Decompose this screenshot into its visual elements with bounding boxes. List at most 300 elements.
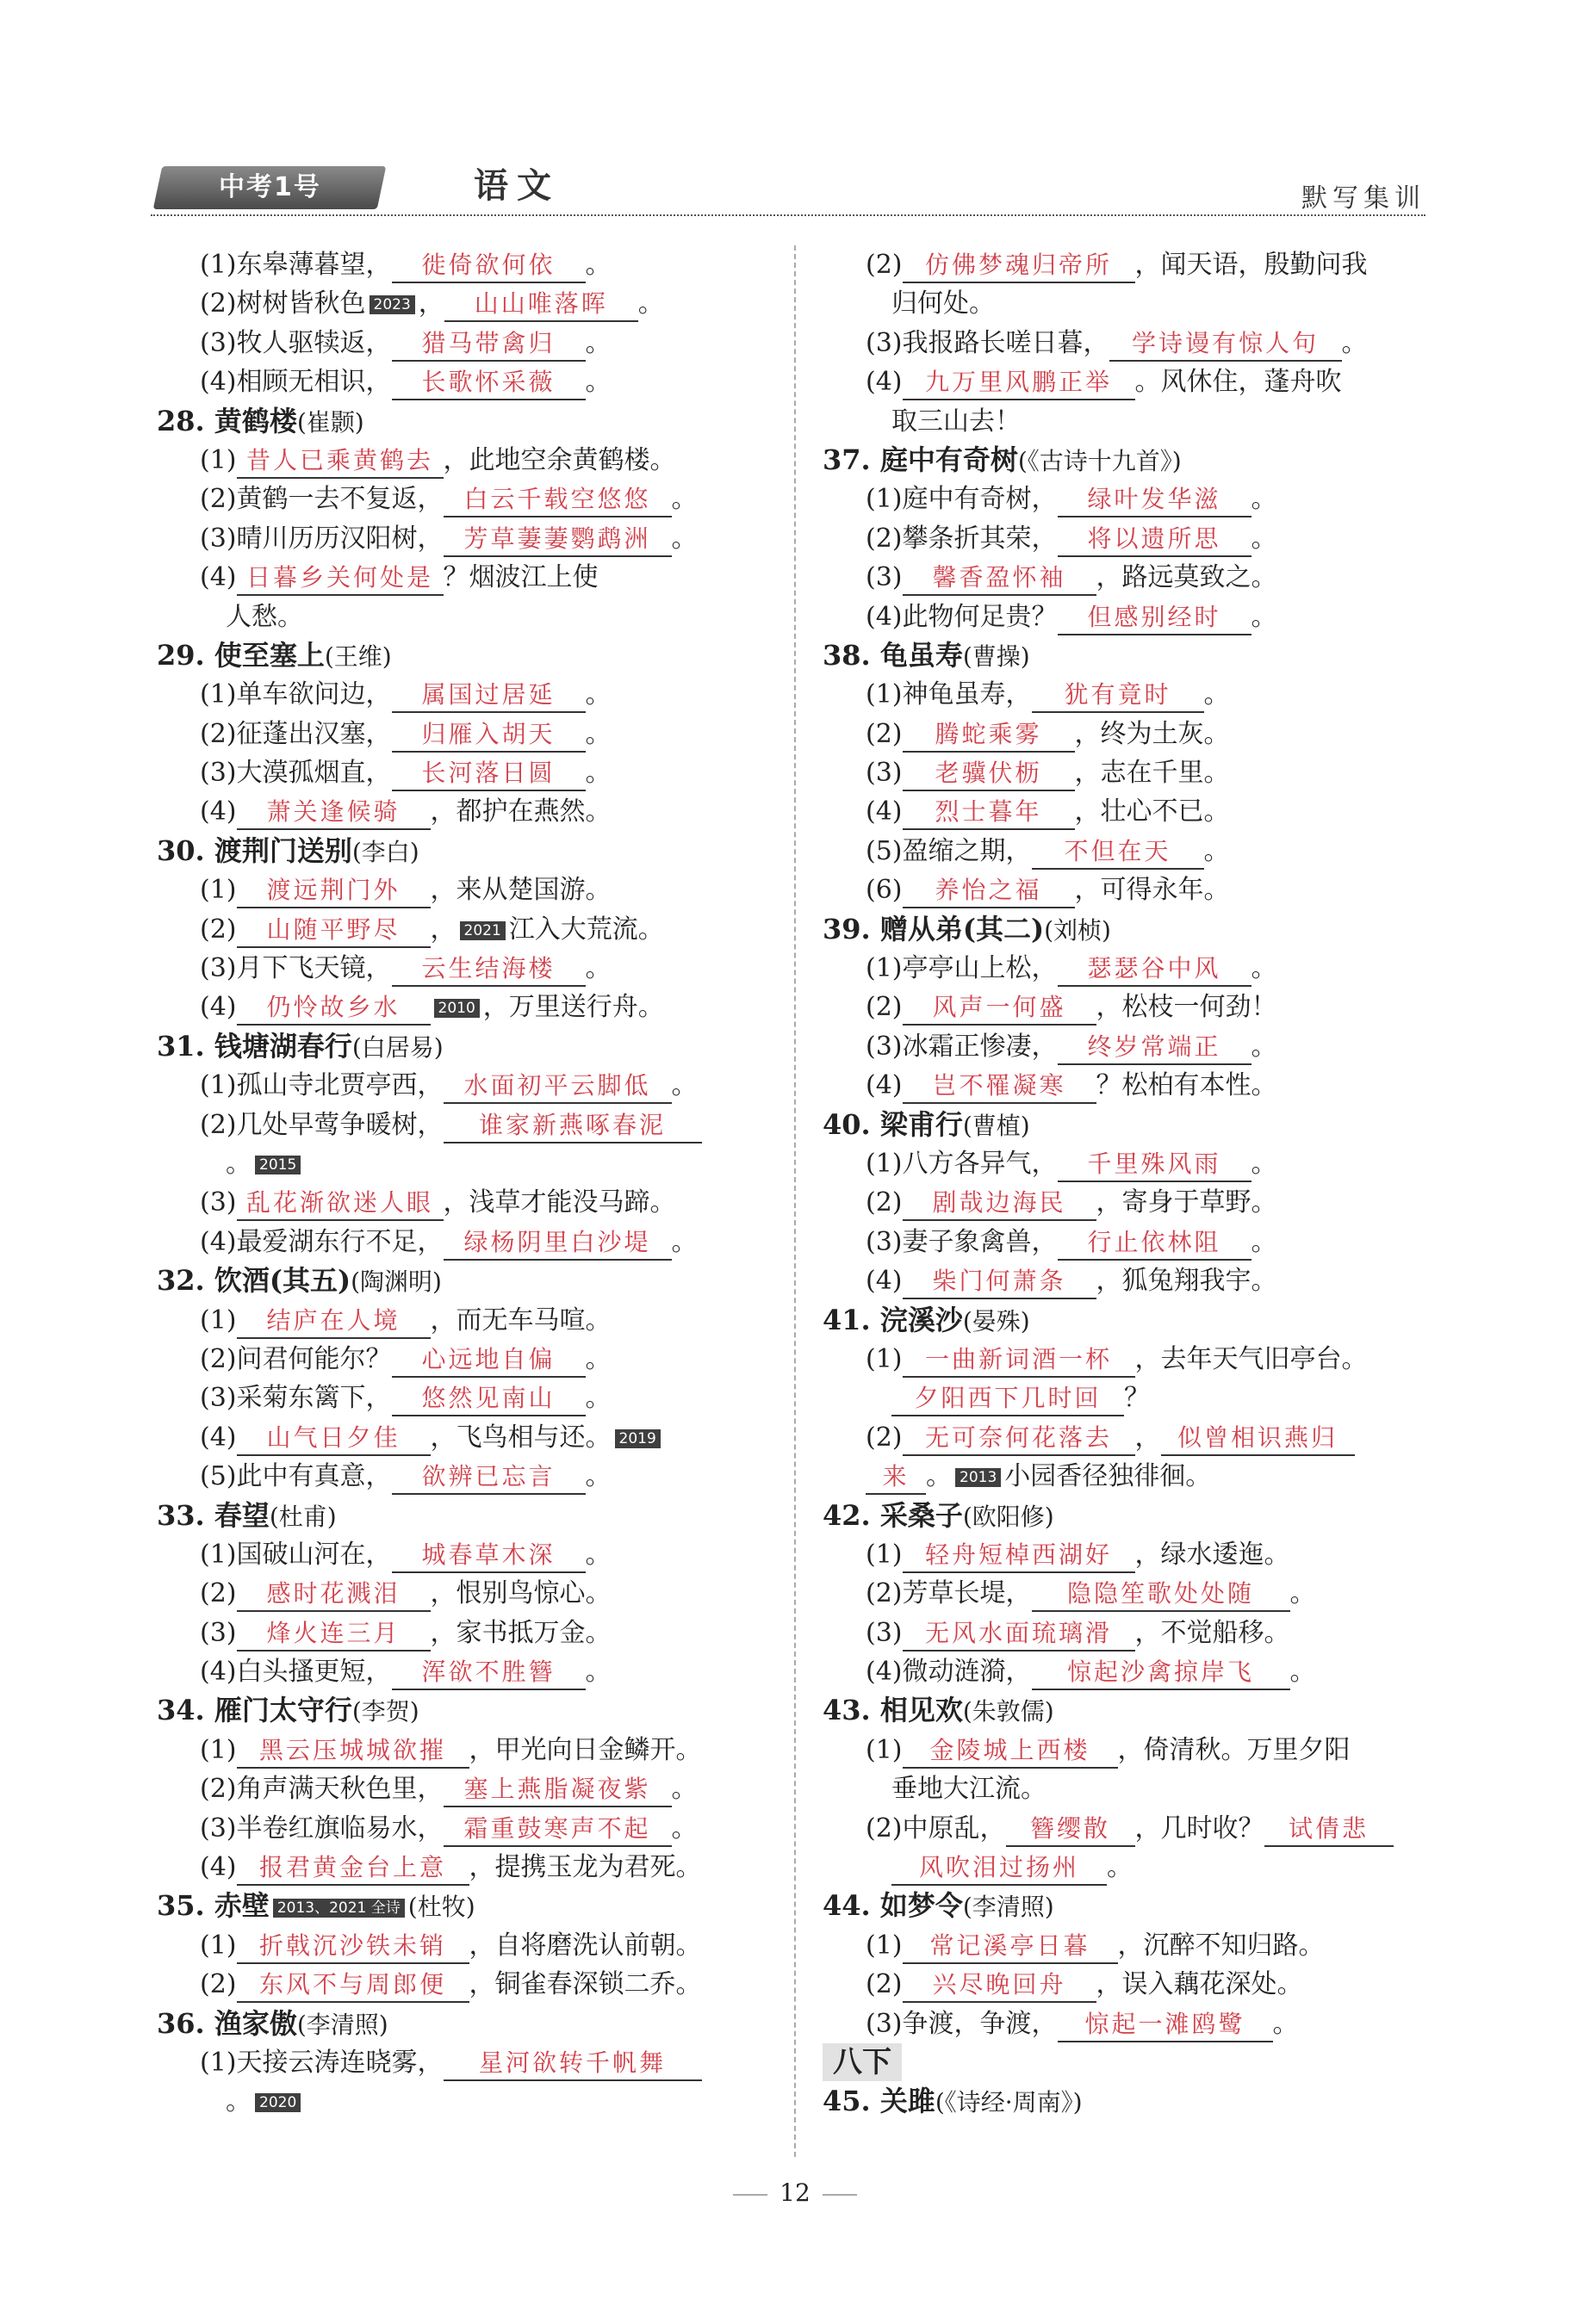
line-text: 人愁。	[200, 601, 303, 632]
poem-author: (朱敦儒)	[962, 1697, 1054, 1726]
line-text: 江入大荒流。	[508, 914, 664, 945]
line-text: (3)采菊东篱下，	[200, 1383, 392, 1414]
line-text: 。	[671, 523, 698, 554]
right-column	[823, 245, 1443, 2122]
line-text: (1)神龟虽寿，	[866, 679, 1032, 710]
line-text: 。风休住，蓬舟吹	[1134, 367, 1342, 398]
poem-title	[823, 1497, 1443, 1535]
section-label: 八下	[823, 2043, 902, 2081]
dictation-line	[823, 1614, 1443, 1652]
line-text: (4)白头搔更短，	[200, 1657, 392, 1688]
answer-blank: 昔人已乘黄鹤去	[237, 444, 444, 479]
column-divider	[794, 245, 796, 2157]
dictation-line	[157, 1769, 765, 1808]
dictation-line	[823, 675, 1443, 714]
line-text: ，沉醉不知归路。	[1117, 1930, 1325, 1961]
line-text: (2)攀条折其荣，	[866, 523, 1058, 554]
poem-author: (《古诗十九首》)	[1017, 446, 1182, 475]
line-text: 。	[671, 1774, 698, 1805]
line-text: (2)征蓬出汉塞，	[200, 718, 392, 749]
line-text: 。	[585, 1657, 612, 1688]
dictation-line	[157, 441, 765, 480]
dictation-line	[823, 1574, 1443, 1613]
line-text: 取三山去！	[866, 406, 1021, 437]
answer-blank: 老骥伏枥	[903, 757, 1075, 791]
answer-blank: 烽火连三月	[237, 1617, 431, 1652]
line-text: 34. 雁门太守行	[157, 1694, 352, 1727]
poem-author: (李贺)	[351, 1697, 419, 1726]
line-text: 35. 赤壁	[157, 1889, 270, 1923]
dictation-line	[157, 910, 765, 949]
answer-blank: 常记溪亭日暮	[903, 1930, 1118, 1964]
line-text: ？松柏有本性。	[1096, 1070, 1277, 1101]
line-text: 。	[1341, 327, 1368, 358]
line-text: (3)妻子象禽兽，	[866, 1226, 1058, 1257]
line-text: (2)几处早莺争暖树，	[200, 1109, 444, 1140]
answer-blank: 绿叶发华滋	[1058, 483, 1252, 517]
dictation-line	[157, 1066, 765, 1105]
dictation-line	[823, 1457, 1443, 1496]
poem-title	[823, 1301, 1443, 1340]
dictation-line	[823, 1965, 1443, 2004]
line-text: ？	[1124, 1383, 1150, 1414]
line-text: (2)芳草长堤，	[866, 1578, 1032, 1609]
poem-title	[157, 636, 765, 675]
line-text: ，	[1134, 1422, 1161, 1453]
line-text: (2)	[866, 718, 903, 749]
line-text: 。	[1272, 2008, 1299, 2039]
line-text: (2)	[200, 1969, 237, 2000]
grade-section	[823, 2043, 1443, 2082]
poem-author: (李清照)	[296, 2010, 388, 2039]
line-text: ，万里送行舟。	[482, 992, 664, 1023]
answer-blank: 归雁入胡天	[392, 718, 586, 753]
line-text: 小园香径独徘徊。	[1004, 1461, 1212, 1492]
answer-blank: 无风水面琉璃滑	[903, 1617, 1135, 1652]
dictation-line	[157, 1926, 765, 1965]
dictation-line	[157, 1652, 765, 1691]
line-text: (3)	[866, 1617, 903, 1648]
line-text: (2)	[866, 1422, 903, 1453]
line-text: 32. 饮酒(其五)	[157, 1264, 351, 1298]
poem-title	[157, 1887, 765, 1925]
line-text: (4)	[866, 1266, 903, 1297]
line-text: (3)	[866, 758, 903, 789]
answer-blank: 徙倚欲何依	[392, 249, 586, 283]
answer-blank: 将以遗所思	[1058, 523, 1252, 557]
line-text: (3)牧人驱犊返，	[200, 327, 392, 358]
answer-blank: 报君黄金台上意	[237, 1851, 469, 1886]
line-text: (4)	[866, 367, 903, 398]
answer-blank: 欲辨已忘言	[392, 1460, 586, 1495]
line-text: (1)单车欲问边，	[200, 679, 392, 710]
line-text: (2)中原乱，	[866, 1813, 1006, 1844]
line-text: (2)	[866, 250, 903, 280]
line-text: (3)	[200, 1617, 237, 1648]
dictation-line	[157, 1574, 765, 1613]
answer-blank: 星河欲转千帆舞	[444, 2047, 702, 2081]
line-text: (2)	[200, 1578, 237, 1609]
line-text: 。	[585, 953, 612, 984]
dictation-line	[823, 324, 1443, 363]
line-text: 归何处。	[866, 288, 995, 319]
answer-blank: 感时花溅泪	[237, 1577, 431, 1612]
line-text: ，恨别鸟惊心。	[430, 1578, 612, 1609]
dictation-line	[157, 1614, 765, 1652]
line-text: 。	[1251, 484, 1277, 515]
answer-blank: 折戟沉沙铁未销	[237, 1930, 469, 1964]
dictation-line	[157, 988, 765, 1026]
dictation-line	[157, 245, 765, 284]
dictation-line	[157, 519, 765, 558]
dictation-line	[157, 558, 765, 597]
dictation-line	[823, 1848, 1443, 1887]
dictation-line	[157, 1731, 765, 1769]
line-text: 。	[585, 250, 612, 280]
dictation-line	[157, 792, 765, 831]
poem-author: (王维)	[324, 641, 392, 671]
dictation-line	[823, 1340, 1443, 1379]
dictation-line	[157, 949, 765, 988]
dictation-line	[157, 324, 765, 363]
poem-author: (陶渊明)	[351, 1267, 442, 1297]
series-tag: 中考1号	[153, 166, 387, 209]
dictation-line	[823, 1027, 1443, 1066]
line-text: (1)	[200, 1305, 237, 1336]
line-text: 。	[585, 327, 612, 358]
dictation-line	[823, 558, 1443, 597]
dictation-line	[157, 1965, 765, 2004]
answer-blank: 芳草萋萋鹦鹉洲	[444, 523, 672, 557]
answer-blank: 仿佛梦魂归帝所	[903, 249, 1135, 283]
line-text	[866, 1383, 891, 1413]
poem-author: (刘桢)	[1044, 915, 1111, 945]
line-text: (3)晴川历历汉阳树，	[200, 523, 444, 554]
line-text: (3)半卷红旗临易水，	[200, 1813, 444, 1844]
dictation-line	[823, 1652, 1443, 1691]
line-text: ，都护在燕然。	[430, 796, 612, 827]
dictation-line	[823, 284, 1443, 323]
line-text: 垂地大江流。	[866, 1774, 1047, 1805]
line-text: 29. 使至塞上	[157, 638, 325, 672]
dictation-line	[823, 598, 1443, 636]
line-text: (1)	[866, 1343, 903, 1374]
line-text: 。	[585, 1461, 612, 1492]
answer-blank: 萧关逢候骑	[237, 796, 431, 830]
answer-blank: 属国过居延	[392, 679, 586, 713]
line-text: 。	[1251, 1031, 1277, 1062]
answer-blank: 惊起沙禽掠岸飞	[1032, 1656, 1290, 1690]
line-text: ，	[418, 288, 444, 319]
line-text: 45. 关雎	[823, 2085, 935, 2118]
answer-blank: 云生结海楼	[392, 952, 586, 987]
answer-blank: 结庐在人境	[237, 1305, 431, 1339]
dictation-line	[823, 1926, 1443, 1965]
poem-title	[823, 1691, 1443, 1730]
line-text: ，甲光向日金鳞开。	[469, 1734, 702, 1765]
poem-title	[157, 2005, 765, 2043]
dictation-line	[157, 1223, 765, 1261]
dictation-line	[823, 1535, 1443, 1574]
answer-blank: 悠然见南山	[392, 1382, 586, 1416]
line-text: (2)问君何能尔？	[200, 1343, 392, 1374]
poem-title	[157, 832, 765, 871]
dictation-line	[823, 715, 1443, 753]
dictation-line	[157, 1848, 765, 1887]
dictation-line	[823, 1379, 1443, 1417]
page-number: 12	[779, 2178, 811, 2207]
answer-blank: 行止依林阻	[1058, 1226, 1252, 1261]
line-text: 43. 相见欢	[823, 1694, 963, 1727]
line-text: ，来从楚国游。	[430, 875, 612, 906]
exam-year-badge: 2023	[370, 295, 415, 314]
line-text: (3)冰霜正惨凄，	[866, 1031, 1058, 1062]
answer-blank: 腾蛇乘雾	[903, 718, 1075, 753]
line-text: (2)	[866, 1969, 903, 2000]
line-text: (1)	[866, 1539, 903, 1570]
dictation-line	[823, 871, 1443, 909]
line-text: 42. 采桑子	[823, 1498, 963, 1532]
line-text: (1)孤山寺北贾亭西，	[200, 1070, 444, 1101]
poem-author: (李白)	[351, 837, 419, 866]
line-text: (2)角声满天秋色里，	[200, 1774, 444, 1805]
line-text: (5)此中有真意，	[200, 1461, 392, 1492]
line-text: (1)	[200, 875, 237, 906]
line-text: 。	[585, 1343, 612, 1374]
dictation-line	[157, 480, 765, 518]
answer-blank: 柴门何萧条	[903, 1265, 1096, 1299]
dictation-line	[823, 1809, 1443, 1848]
poem-author: (白居易)	[351, 1032, 444, 1062]
answer-blank: 惊起一滩鸥鹭	[1058, 2008, 1273, 2042]
answer-blank: 隐隐笙歌处处随	[1032, 1577, 1290, 1612]
line-text: (1)	[866, 1930, 903, 1961]
answer-blank: 谁家新燕啄春泥	[444, 1109, 702, 1143]
line-text: 。	[1107, 1852, 1133, 1883]
line-text: 33. 春望	[157, 1498, 270, 1532]
line-text: (1)	[200, 1930, 237, 1961]
line-text: 。	[671, 1226, 698, 1257]
answer-blank: 似曾相识燕归	[1161, 1422, 1355, 1456]
line-text: (1)东皋薄暮望，	[200, 250, 392, 280]
line-text: 。	[1289, 1657, 1316, 1688]
answer-blank: 终岁常端正	[1058, 1031, 1252, 1065]
answer-blank: 霜重鼓寒声不起	[444, 1813, 672, 1847]
left-column	[157, 245, 765, 2122]
poem-author: (崔颢)	[296, 407, 364, 437]
line-text: (4)此物何足贵？	[866, 601, 1058, 632]
line-text: (1)	[866, 1734, 903, 1765]
line-text: 31. 钱塘湖春行	[157, 1029, 352, 1063]
poem-author: (李清照)	[962, 1893, 1054, 1922]
line-text: ，此地空余黄鹤楼。	[443, 444, 676, 475]
dictation-line	[157, 1106, 765, 1144]
line-text: 。	[1203, 835, 1230, 866]
dictation-line	[823, 832, 1443, 871]
dictation-line	[157, 715, 765, 753]
line-text: 。	[671, 1813, 698, 1844]
line-text: 。	[585, 758, 612, 789]
line-text: 40. 梁甫行	[823, 1107, 963, 1141]
line-text: ，浅草才能没马蹄。	[443, 1187, 676, 1218]
line-text: (4)	[200, 992, 237, 1023]
answer-blank: 九万里风鹏正举	[903, 366, 1135, 400]
dictation-line	[823, 1183, 1443, 1222]
line-text: (4)	[200, 796, 237, 827]
answer-blank: 无可奈何花落去	[903, 1422, 1135, 1456]
line-text: (5)盈缩之期，	[866, 835, 1032, 866]
answer-blank: 岂不罹凝寒	[903, 1069, 1096, 1104]
dictation-line	[157, 753, 765, 792]
line-text: 。	[1251, 1148, 1277, 1179]
line-text: 。	[200, 2086, 252, 2117]
line-text: (2)	[866, 992, 903, 1023]
line-text: 。	[1251, 601, 1277, 632]
line-text: ，寄身于草野。	[1096, 1187, 1277, 1218]
dictation-line	[157, 1301, 765, 1340]
line-text: (3)	[866, 562, 903, 593]
line-text: 36. 渔家傲	[157, 2006, 297, 2040]
dictation-line	[157, 2043, 765, 2082]
answer-blank: 东风不与周郎便	[237, 1968, 469, 2003]
footer-line	[733, 2194, 767, 2196]
answer-blank: 轻舟短棹西湖好	[903, 1539, 1135, 1573]
dictation-line	[157, 1379, 765, 1417]
dictation-line	[823, 753, 1443, 792]
answer-blank: 山随平野尽	[237, 914, 431, 948]
poem-title	[823, 2082, 1443, 2121]
answer-blank: 黑云压城城欲摧	[237, 1734, 469, 1769]
line-text: 。	[585, 367, 612, 398]
line-text: ，绿水逶迤。	[1134, 1539, 1290, 1570]
poem-title	[157, 1691, 765, 1730]
answer-blank: 来	[866, 1460, 926, 1495]
line-text: ，而无车马喧。	[430, 1305, 612, 1336]
answer-blank: 乱花渐欲迷人眼	[237, 1187, 444, 1221]
dictation-line	[823, 480, 1443, 518]
dictation-line	[823, 1066, 1443, 1105]
line-text: (3)我报路长嗟日暮，	[866, 327, 1109, 358]
answer-blank: 山山唯落晖	[444, 288, 638, 322]
dictation-line	[823, 988, 1443, 1026]
line-text: ，狐兔翔我宇。	[1096, 1266, 1277, 1297]
line-text: 44. 如梦令	[823, 1889, 963, 1923]
line-text: (4)	[200, 1422, 237, 1453]
answer-blank: 烈士暮年	[903, 796, 1075, 830]
answer-blank: 但感别经时	[1058, 601, 1252, 635]
dictation-line	[157, 1809, 765, 1848]
line-text: ，倚清秋。万里夕阳	[1117, 1734, 1351, 1765]
answer-blank: 风吹泪过扬州	[891, 1851, 1107, 1886]
line-text: ，终为土灰。	[1074, 718, 1230, 749]
exam-year-badge: 2013	[955, 1468, 1001, 1487]
line-text: 39. 赠从弟(其二)	[823, 912, 1045, 945]
line-text: (4)	[866, 796, 903, 827]
line-text: 。	[637, 288, 664, 319]
poem-author: (欧阳修)	[962, 1502, 1054, 1531]
line-text: (3)争渡，争渡，	[866, 2008, 1058, 2039]
line-text: 。	[585, 1383, 612, 1414]
line-text: 。	[585, 1539, 612, 1570]
dictation-line	[823, 245, 1443, 284]
poem-title	[157, 1027, 765, 1066]
answer-blank: 山气日夕佳	[237, 1422, 431, 1456]
poem-title	[823, 441, 1443, 480]
line-text: (1)	[200, 1734, 237, 1765]
line-text: ，铜雀春深锁二乔。	[469, 1969, 702, 2000]
subject-tag: 语文	[474, 166, 560, 206]
exam-year-badge: 2015	[255, 1156, 301, 1174]
line-text: 30. 渡荆门送别	[157, 834, 352, 867]
dictation-line	[157, 1457, 765, 1496]
dictation-line	[823, 519, 1443, 558]
line-text: 38. 龟虽寿	[823, 638, 963, 672]
line-text: ，路远莫致之。	[1096, 562, 1277, 593]
line-text: 41. 浣溪沙	[823, 1303, 963, 1336]
dictation-line	[157, 871, 765, 909]
line-text: ，松枝一何劲！	[1096, 992, 1277, 1023]
dictation-line	[823, 1769, 1443, 1808]
poem-title	[823, 1106, 1443, 1144]
dictation-line	[157, 1535, 765, 1574]
line-text: 。	[1251, 523, 1277, 554]
poem-author: (《诗经·周南》)	[935, 2088, 1083, 2117]
dictation-line	[823, 949, 1443, 988]
line-text: 。	[585, 718, 612, 749]
line-text: 。	[1251, 1226, 1277, 1257]
line-text: (1)	[200, 444, 237, 475]
line-text: (1)庭中有奇树，	[866, 484, 1058, 515]
answer-blank: 一曲新词酒一杯	[903, 1343, 1135, 1378]
line-text: (3)月下飞天镜，	[200, 953, 392, 984]
answer-blank: 塞上燕脂凝夜紫	[444, 1773, 672, 1807]
dictation-line	[157, 1340, 765, 1379]
poem-title	[157, 1261, 765, 1300]
line-text: (2)树树皆秋色	[200, 288, 366, 319]
exam-year-badge: 2013、2021 全诗	[273, 1899, 405, 1918]
answer-blank: 学诗谩有惊人句	[1109, 327, 1342, 362]
dictation-line	[157, 598, 765, 636]
exam-year-badge: 2021	[460, 921, 506, 940]
dictation-line	[157, 1418, 765, 1457]
line-text: ，壮心不已。	[1074, 796, 1230, 827]
answer-blank: 白云千载空悠悠	[444, 483, 672, 517]
line-text: (2)	[200, 914, 237, 945]
answer-blank: 长河落日圆	[392, 757, 586, 791]
answer-blank: 簪缨散	[1006, 1813, 1135, 1847]
footer-line	[823, 2194, 857, 2196]
answer-blank: 心远地自偏	[392, 1343, 586, 1378]
poem-author: (晏殊)	[962, 1306, 1030, 1336]
poem-title	[157, 402, 765, 441]
dictation-line	[157, 363, 765, 401]
line-text: (4)微动涟漪，	[866, 1657, 1032, 1688]
line-text: (4)	[200, 1852, 237, 1883]
line-text: 。	[671, 484, 698, 515]
answer-blank: 千里殊风雨	[1058, 1148, 1252, 1182]
poem-title	[823, 910, 1443, 949]
answer-blank: 水面初平云脚低	[444, 1069, 672, 1104]
dictation-line	[157, 284, 765, 323]
line-text: ，飞鸟相与还。	[430, 1422, 612, 1453]
dictation-line	[823, 363, 1443, 401]
line-text: (1)八方各异气，	[866, 1148, 1058, 1179]
line-text: ，闻天语，殷勤问我	[1134, 250, 1368, 280]
line-text: ，自将磨洗认前朝。	[469, 1930, 702, 1961]
line-text: 28. 黄鹤楼	[157, 404, 297, 437]
answer-blank: 绿杨阴里白沙堤	[444, 1226, 672, 1261]
line-text	[866, 1852, 891, 1882]
